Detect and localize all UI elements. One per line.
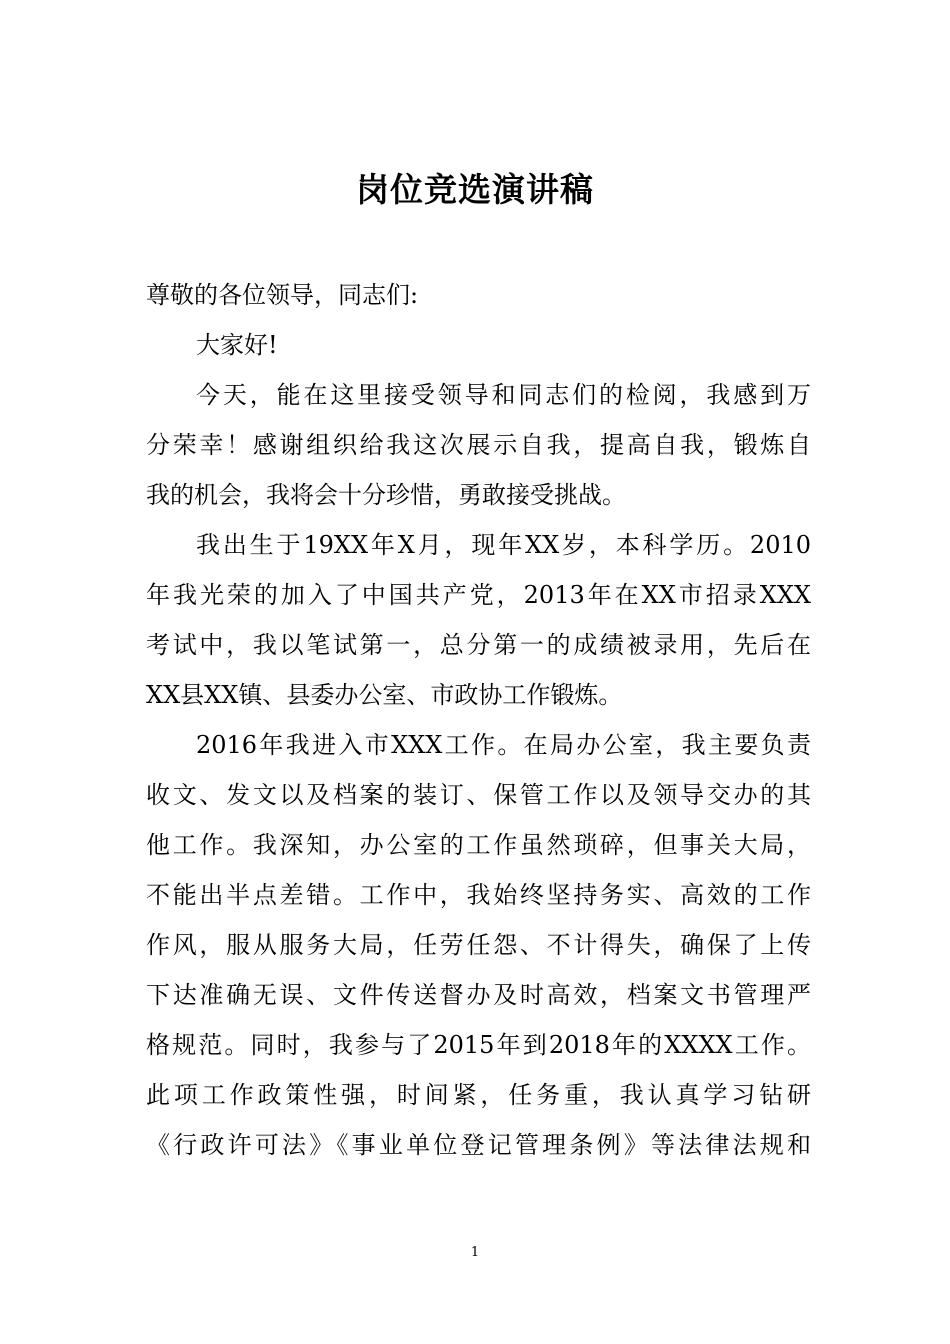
greeting-line: 大家好! <box>196 331 278 359</box>
document-body <box>146 270 811 1170</box>
page-number: 1 <box>470 1245 480 1260</box>
paragraph-line: 《行政许可法》《事业单位登记管理条例》等法律法规和 <box>146 1131 811 1159</box>
paragraph-line: 他工作。我深知，办公室的工作虽然琐碎，但事关大局， <box>146 831 811 859</box>
paragraph-line: 2016年我进入市XXX工作。在局办公室，我主要负责 <box>196 731 811 759</box>
paragraph-line: 分荣幸！感谢组织给我这次展示自我，提高自我，锻炼自 <box>146 431 811 459</box>
paragraph-line: 今天，能在这里接受领导和同志们的检阅，我感到万 <box>196 381 811 409</box>
salutation-line: 尊敬的各位领导，同志们: <box>146 281 419 309</box>
paragraph-line: 年我光荣的加入了中国共产党，2013年在XX市招录XXX <box>146 581 811 609</box>
paragraph-line: 格规范。同时，我参与了2015年到2018年的XXXX工作。 <box>146 1031 811 1059</box>
paragraph-line: 作风，服从服务大局，任劳任怨、不计得失，确保了上传 <box>146 931 811 959</box>
paragraph-line: 此项工作政策性强，时间紧，任务重，我认真学习钻研 <box>146 1081 811 1109</box>
paragraph-line: 考试中，我以笔试第一，总分第一的成绩被录用，先后在 <box>146 631 811 659</box>
paragraph-line: 我出生于19XX年X月，现年XX岁，本科学历。2010 <box>196 531 811 559</box>
paragraph-line: 收文、发文以及档案的装订、保管工作以及领导交办的其 <box>146 781 811 809</box>
paragraph-line: 下达准确无误、文件传送督办及时高效，档案文书管理严 <box>146 981 811 1009</box>
paragraph-line: 不能出半点差错。工作中，我始终坚持务实、高效的工作 <box>146 881 811 909</box>
paragraph-line: 我的机会，我将会十分珍惜，勇敢接受挑战。 <box>146 481 626 509</box>
document-title: 岗位竞选演讲稿 <box>356 170 594 209</box>
paragraph-line: XX县XX镇、县委办公室、市政协工作锻炼。 <box>146 681 623 709</box>
